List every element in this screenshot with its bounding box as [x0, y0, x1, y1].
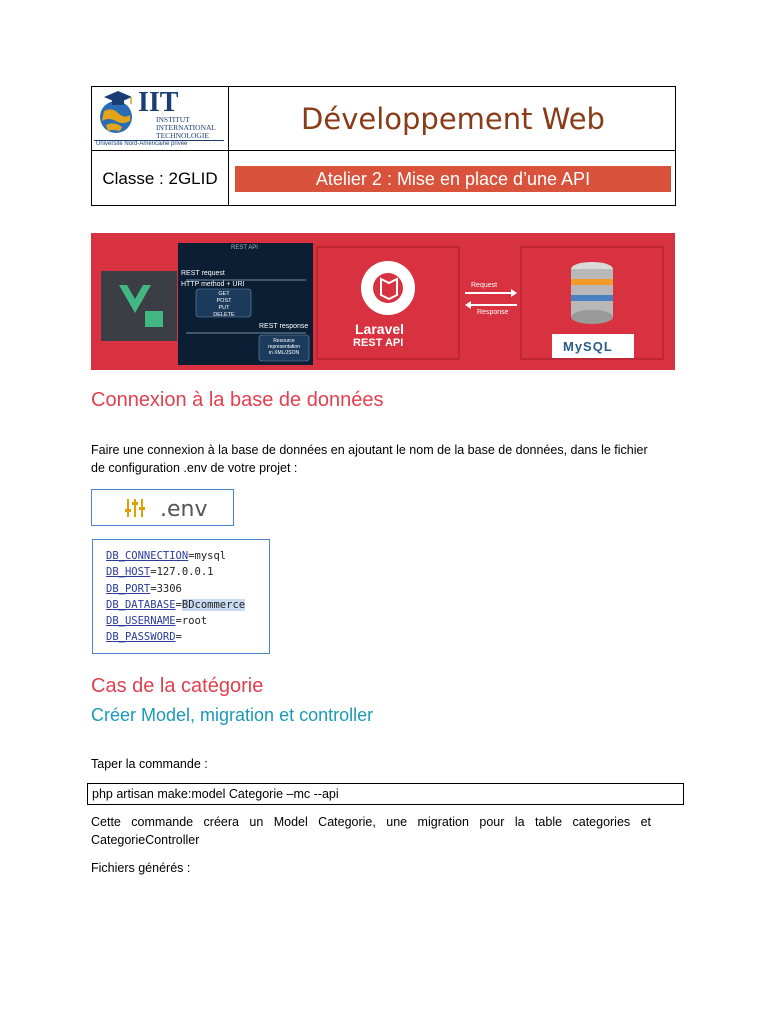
- logo-line: INTERNATIONAL: [156, 123, 216, 132]
- env-file-name: .env: [160, 497, 208, 522]
- code-value: =root: [175, 615, 208, 628]
- http-method-label: HTTP method + URI: [181, 281, 245, 288]
- code-value: =127.0.0.1: [150, 566, 214, 579]
- command-description: [91, 813, 677, 849]
- code-line: DB_DATABASE=BDcommerce: [106, 598, 246, 611]
- rest-api-label: REST API: [231, 245, 258, 251]
- rest-response-label: REST response: [259, 323, 309, 330]
- code-key: DB_USERNAME: [106, 615, 176, 628]
- code-line: [106, 548, 269, 564]
- code-value: =mysql: [188, 550, 227, 562]
- code-key: DB_HOST: [106, 566, 151, 579]
- mysql-logo-text: MySQL: [563, 339, 613, 354]
- workshop-title: Atelier 2 : Mise en place d’une API: [235, 166, 671, 192]
- resource-label: [261, 338, 307, 356]
- paragraph-line: Faire une connexion à la base de données en ajoutant le nom de la base de données, dans le fichier: [91, 443, 648, 457]
- laravel-label: Laravel: [355, 321, 405, 337]
- section-heading-db: Connexion à la base de données: [91, 389, 384, 411]
- resource-line: Resource: [273, 338, 295, 344]
- db-instructions: [91, 441, 681, 477]
- header-table: [91, 86, 676, 206]
- section-heading-category: Cas de la catégorie: [91, 675, 264, 697]
- response-label: Response: [477, 309, 509, 316]
- method-put: PUT: [218, 305, 230, 311]
- resource-line: representation: [268, 344, 300, 350]
- env-code-snippet: [92, 539, 270, 654]
- resource-line: in XML/JSON: [268, 350, 300, 356]
- sliders-icon: [124, 497, 146, 524]
- method-get: GET: [218, 291, 230, 297]
- laravel-rest-label: REST API: [353, 337, 404, 349]
- method-post: POST: [216, 298, 232, 304]
- iit-logo: [94, 89, 226, 149]
- code-value: =3306: [150, 582, 182, 595]
- logo-acronym: IIT: [138, 87, 179, 118]
- logo-tagline: Université Nord-Américaine privée: [96, 141, 188, 147]
- code-value: =: [175, 631, 182, 644]
- code-key: DB_CONNECTION: [106, 550, 189, 562]
- code-value-highlighted: BDcommerce: [181, 598, 246, 611]
- laravel-api-banner: [91, 233, 675, 370]
- course-title: Développement Web: [301, 101, 605, 136]
- http-methods-list: [199, 291, 249, 319]
- subheading-create-model: Créer Model, migration et controller: [91, 705, 374, 725]
- code-key: DB_PASSWORD: [106, 631, 176, 644]
- rest-request-label: REST request: [181, 270, 225, 277]
- code-line: [106, 613, 269, 629]
- generated-files-label: Fichiers générés :: [91, 861, 191, 875]
- logo-line: INSTITUT: [156, 115, 190, 124]
- code-line: [106, 564, 269, 580]
- paragraph-line: CategorieController: [91, 833, 200, 847]
- artisan-command: php artisan make:model Categorie –mc --api: [87, 783, 684, 805]
- paragraph-line: de configuration .env de votre projet :: [91, 461, 298, 475]
- class-label: Classe : 2GLID: [102, 169, 218, 188]
- code-line: [106, 629, 269, 645]
- method-delete: DELETE: [213, 312, 235, 318]
- command-intro: Taper la commande :: [91, 757, 208, 771]
- env-file-tab: [91, 489, 234, 526]
- code-line: [106, 581, 269, 597]
- code-key: DB_PORT: [106, 582, 151, 595]
- request-label: Request: [471, 282, 498, 289]
- paragraph-line: Cette commande créera un Model Categorie, une migration pour la table categories et: [91, 815, 652, 829]
- logo-line: TECHNOLOGIE: [156, 131, 209, 140]
- code-key: DB_DATABASE: [106, 598, 176, 611]
